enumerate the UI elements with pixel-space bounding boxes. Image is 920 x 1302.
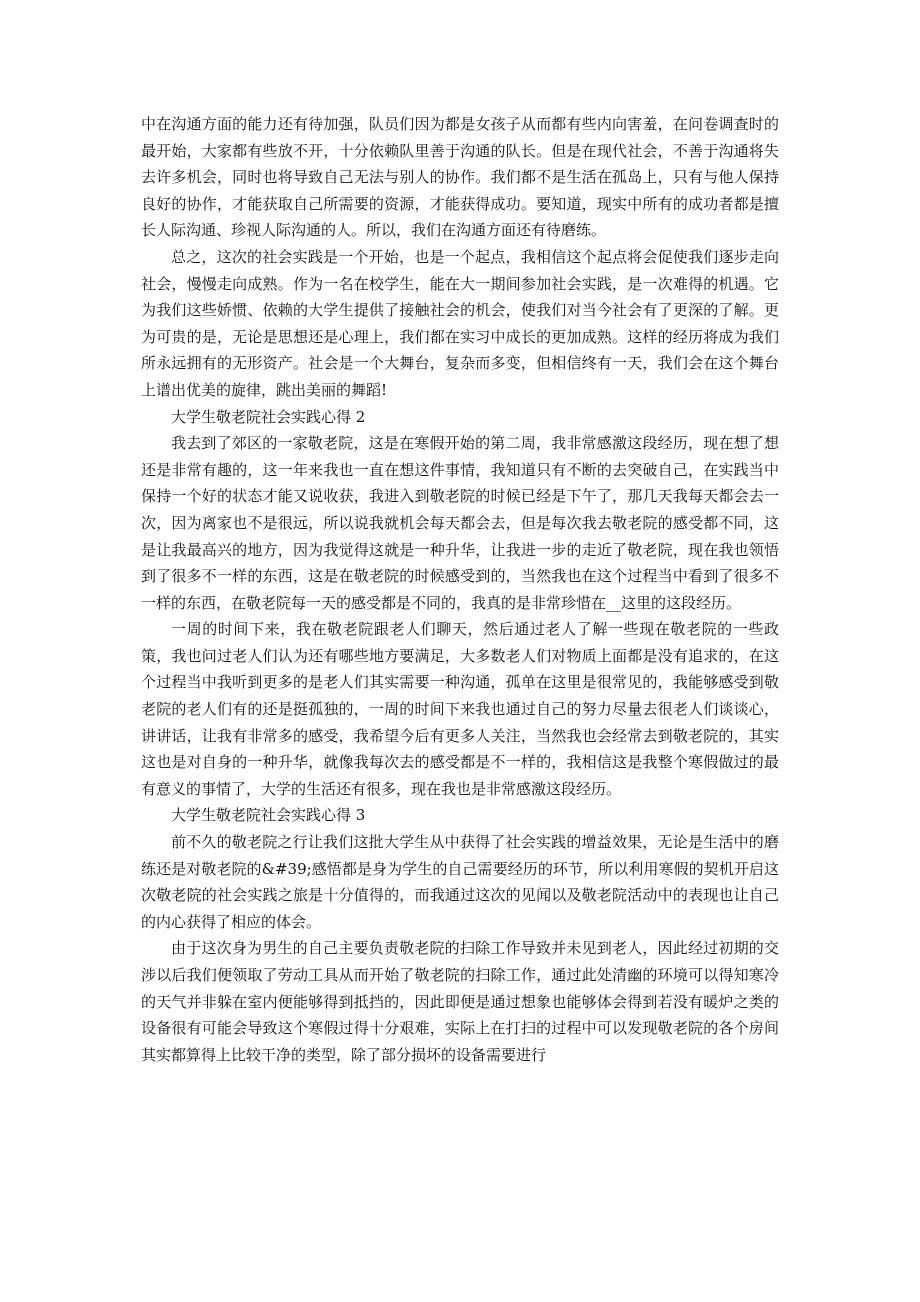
section-heading-3: 大学生敬老院社会实践心得 3 (171, 806, 366, 825)
section-heading-2: 大学生敬老院社会实践心得 2 (171, 407, 366, 426)
paragraph-communication-continued: 中在沟通方面的能力还有待加强，队员们因为都是女孩子从而都有些内向害羞，在问卷调查时的最开始，大家都有些放不开，十分依赖队里善于沟通的队长。但是在现代社会，不善于沟通将失去许多机会，同时也将导致自己无法与别人的协作。我们都不是生活在孤岛上，只有与他人保持良好的协作，才能获取自己所需要的资源，才能获得成功。要知道，现实中所有的成功者都是擅长人际沟通、珍视人际沟通的人。所以，我们在沟通方面还有待磨练。 (141, 115, 779, 240)
paragraph-summary: 总之，这次的社会实践是一个开始，也是一个起点，我相信这个起点将会促使我们逐步走向社会，慢慢走向成熟。作为一名在校学生，能在大一期间参加社会实践，是一次难得的机遇。它为我们这些娇惯、依赖的大学生提供了接触社会的机会，使我们对当今社会有了更深的了解。更为可贵的是，无论是思想还是心理上，我们都在实习中成长的更加成熟。这样的经历将成为我们所永远拥有的无形资产。社会是一个大舞台，复杂而多变，但相信终有一天，我们会在这个舞台上谱出优美的旋律，跳出美丽的舞蹈! (141, 247, 779, 399)
paragraph-nursing-home-visit: 我去到了郊区的一家敬老院，这是在寒假开始的第二周，我非常感激这段经历，现在想了想还是非常有趣的，这一年来我也一直在想这件事情，我知道只有不断的去突破自己，在实践当中保持一个好的状态才能又说收获，我进入到敬老院的时候已经是下午了，那几天我每天都会去一次，因为离家也不是很远，所以说我就机会每天都会去，但是每次我去敬老院的感受都不同，这是让我最高兴的地方，因为我觉得这就是一种升华，让我进一步的走近了敬老院，现在我也领悟到了很多不一样的东西，这是在敬老院的时候感受到的，当然我也在这个过程当中看到了很多不一样的东西，在敬老院每一天的感受都是不同的，我真的是非常珍惜在__这里的这段经历。 (141, 434, 779, 612)
paragraph-recent-visit: 前不久的敬老院之行让我们这批大学生从中获得了社会实践的增益效果，无论是生活中的磨练还是对敬老院的&#39;感悟都是身为学生的自己需要经历的环节，所以利用寒假的契机开启这次敬老院的社会实践之旅是十分值得的，而我通过这次的见闻以及敬老院活动中的表现也让自己的内心获得了相应的体会。 (141, 833, 779, 931)
paragraph-week-with-elders: 一周的时间下来，我在敬老院跟老人们聊天，然后通过老人了解一些现在敬老院的一些政策，我也问过老人们认为还有哪些地方要满足，大多数老人们对物质上面都是没有追求的，在这个过程当中我听到更多的是老人们其实需要一种沟通，孤单在这里是很常见的，我能够感受到敬老院的老人们有的还是挺孤独的，一周的时间下来我也通过自己的努力尽量去很老人们谈谈心，讲讲话，让我有非常多的感受，我希望今后有更多人关注，当然我也会经常去到敬老院的，其实这也是对自身的一种升华，就像我每次去的感受都是不一样的，我相信这是我整个寒假做过的最有意义的事情了，大学的生活还有很多，现在我也是非常感激这段经历。 (141, 620, 779, 798)
document-page (141, 111, 779, 1068)
paragraph-cleaning-work: 由于这次身为男生的自己主要负责敬老院的扫除工作导致并未见到老人，因此经过初期的交涉以后我们便领取了劳动工具从而开始了敬老院的扫除工作，通过此处清幽的环境可以得知寒冷的天气并非躲在室内便能够得到抵挡的，因此即便是通过想象也能够体会得到若没有暖炉之类的设备很有可能会导致这个寒假过得十分艰难，实际上在打扫的过程中可以发现敬老院的各个房间其实都算得上比较干净的类型，除了部分损坏的设备需要进行 (141, 939, 779, 1064)
